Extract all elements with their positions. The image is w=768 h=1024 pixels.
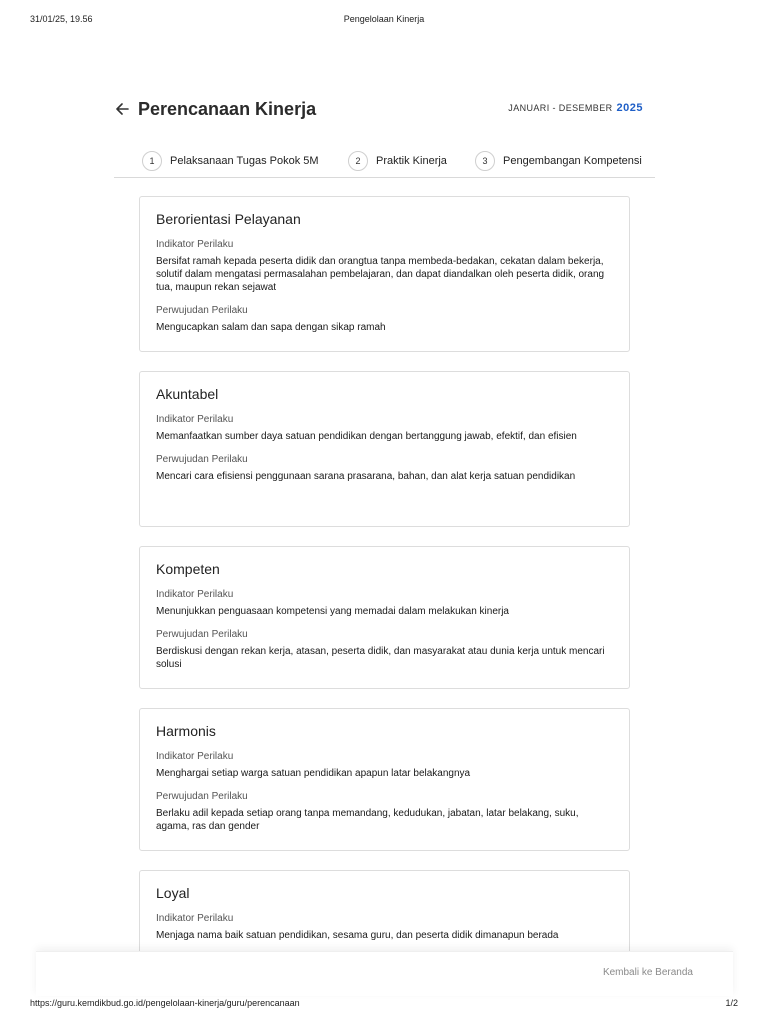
print-url: https://guru.kemdikbud.go.id/pengelolaan-kinerja/guru/perencanaan [30, 998, 300, 1008]
step-tabs [114, 149, 655, 178]
indikator-text: Memanfaatkan sumber daya satuan pendidikan dengan bertanggung jawab, efektif, dan efisien [156, 431, 577, 442]
tab-step-number: 1 [142, 151, 162, 171]
print-doc-title: Pengelolaan Kinerja [343, 14, 425, 24]
indikator-text: Menunjukkan penguasaan kompetensi yang memadai dalam melakukan kinerja [156, 606, 509, 617]
tab-label: Pelaksanaan Tugas Pokok 5M [170, 155, 319, 167]
indikator-label: Indikator Perilaku [156, 751, 234, 762]
perwujudan-text: Mencari cara efisiensi penggunaan sarana prasarana, bahan, dan alat kerja satuan pendidikan [156, 471, 576, 482]
page-header [114, 96, 654, 124]
perwujudan-text: Mengucapkan salam dan sapa dengan sikap ramah [156, 322, 386, 333]
indikator-label: Indikator Perilaku [156, 913, 234, 924]
card-title: Kompeten [156, 561, 220, 577]
indikator-label: Indikator Perilaku [156, 239, 234, 250]
print-header [30, 14, 738, 28]
period-range [508, 101, 643, 115]
card-title: Harmonis [156, 723, 216, 739]
period-year: 2025 [616, 102, 643, 114]
print-footer [30, 998, 738, 1012]
page-title: Perencanaan Kinerja [138, 99, 317, 119]
card-title: Berorientasi Pelayanan [156, 211, 301, 227]
behavior-card [139, 708, 630, 851]
perwujudan-label: Perwujudan Perilaku [156, 629, 248, 640]
footer-bar [36, 951, 733, 996]
perwujudan-label: Perwujudan Perilaku [156, 454, 248, 465]
card-title: Loyal [156, 885, 190, 901]
tab-pelaksanaan-tugas-pokok[interactable] [142, 151, 319, 171]
behavior-card [139, 196, 630, 352]
period-label: JANUARI - DESEMBER [508, 103, 613, 113]
back-to-home-link[interactable]: Kembali ke Beranda [602, 967, 693, 978]
perwujudan-text: Berdiskusi dengan rekan kerja, atasan, peserta didik, dan masyarakat atau dunia kerja untuk mencari solusi [156, 646, 605, 670]
tab-label: Praktik Kinerja [376, 155, 447, 167]
indikator-text: Bersifat ramah kepada peserta didik dan orangtua tanpa membeda-bedakan, cekatan dalam bekerja, solutif dalam mengatasi permasalahan pembelajaran, dan dapat diandalkan oleh peserta didik, orang tua, maupun rekan sejawat [156, 256, 605, 293]
tab-step-number: 3 [475, 151, 495, 171]
print-page-number: 1/2 [725, 998, 738, 1008]
indikator-label: Indikator Perilaku [156, 589, 234, 600]
tab-pengembangan-kompetensi[interactable] [475, 151, 642, 171]
perwujudan-text: Berlaku adil kepada setiap orang tanpa memandang, kedudukan, jabatan, latar belakang, suku, agama, ras dan gender [156, 808, 579, 832]
behavior-card [139, 371, 630, 527]
indikator-text: Menghargai setiap warga satuan pendidikan apapun latar belakangnya [156, 768, 471, 779]
arrow-left-icon[interactable] [114, 101, 130, 117]
tab-label: Pengembangan Kompetensi [503, 155, 642, 167]
indikator-label: Indikator Perilaku [156, 414, 234, 425]
tab-praktik-kinerja[interactable] [348, 151, 447, 171]
print-date: 31/01/25, 19.56 [30, 14, 93, 24]
perwujudan-label: Perwujudan Perilaku [156, 305, 248, 316]
perwujudan-label: Perwujudan Perilaku [156, 791, 248, 802]
tab-step-number: 2 [348, 151, 368, 171]
behavior-card [139, 546, 630, 689]
card-title: Akuntabel [156, 386, 219, 402]
indikator-text: Menjaga nama baik satuan pendidikan, sesama guru, dan peserta didik dimanapun berada [156, 930, 559, 941]
